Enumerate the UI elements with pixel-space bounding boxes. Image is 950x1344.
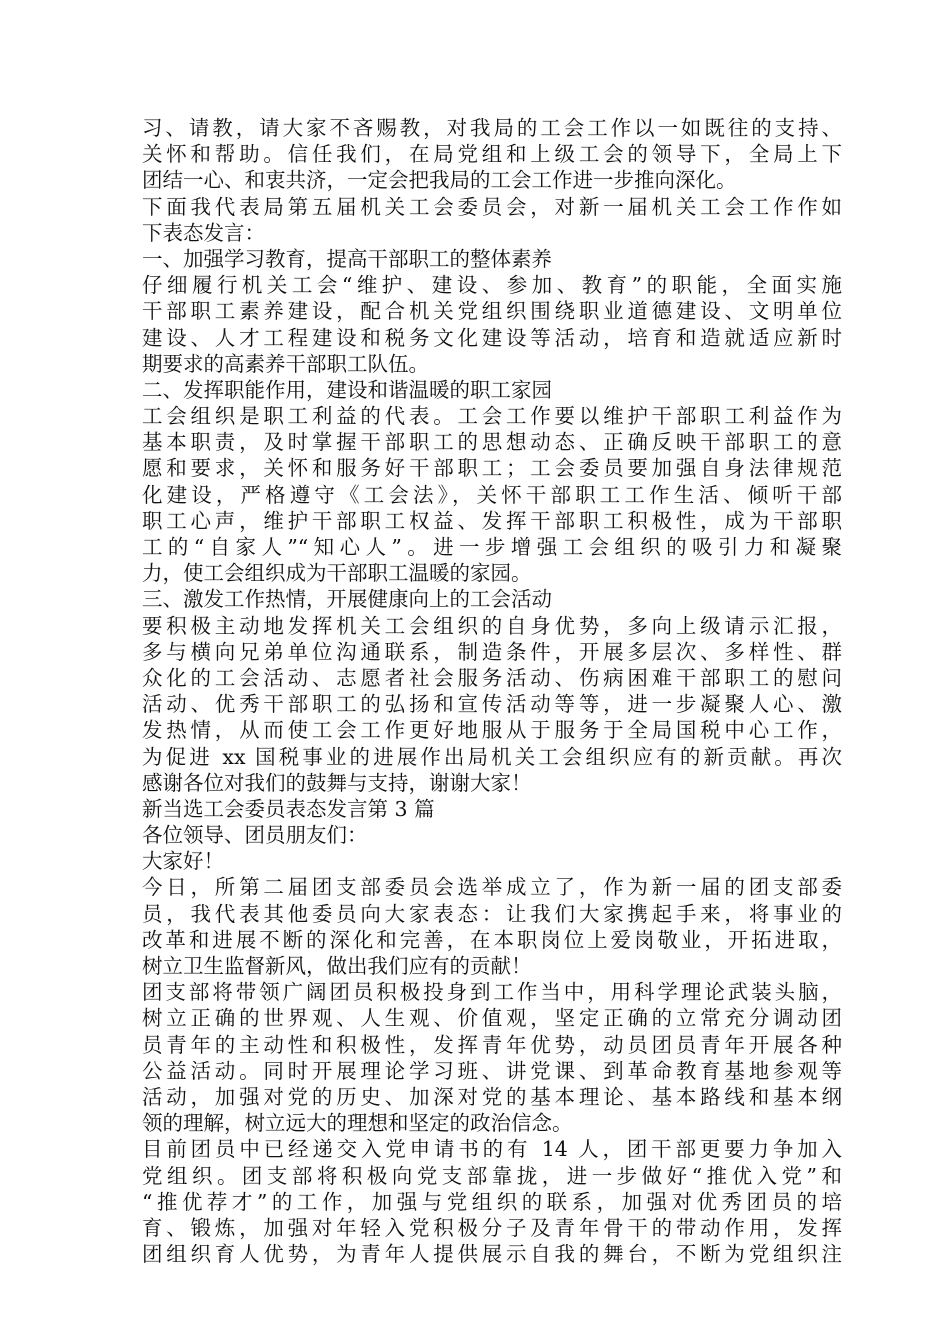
text-line: 基本职责，及时掌握干部职工的思想动态、正确反映干部职工的意 xyxy=(142,430,842,455)
text-line: 公益活动。同时开展理论学习班、讲党课、到革命教育基地参观等 xyxy=(142,1058,842,1083)
text-line: 员，我代表其他委员向大家表态：让我们大家携起手来，将事业的 xyxy=(142,901,842,926)
text-line: 团组织育人优势，为青年人提供展示自我的舞台，不断为党组织注 xyxy=(142,1242,842,1267)
text-line: 感谢各位对我们的鼓舞与支持，谢谢大家！ xyxy=(142,770,532,795)
text-line: 职工心声，维护干部职工权益、发挥干部职工积极性，成为干部职 xyxy=(142,508,842,533)
text-line: 为促进 xx 国税事业的进展作出局机关工会组织应有的新贡献。再次 xyxy=(142,744,842,769)
text-line: 活动，加强对党的历史、加深对党的基本理论、基本路线和基本纲 xyxy=(142,1084,842,1109)
text-line: 目前团员中已经递交入党申请书的有 14 人，团干部更要力争加入 xyxy=(142,1137,842,1162)
text-line: 发热情，从而使工会工作更好地服从于服务于全局国税中心工作， xyxy=(142,718,842,743)
text-line: 三、激发工作热情，开展健康向上的工会活动 xyxy=(142,587,552,612)
text-line: 建设、人才工程建设和税务文化建设等活动，培育和造就适应新时 xyxy=(142,325,842,350)
text-line: 期要求的高素养干部职工队伍。 xyxy=(142,351,429,376)
text-line: 大家好！ xyxy=(142,849,224,874)
text-line: 育、锻炼，加强对年轻入党积极分子及青年骨干的带动作用，发挥 xyxy=(142,1215,842,1240)
text-line: 干部职工素养建设，配合机关党组织围绕职业道德建设、文明单位 xyxy=(142,299,842,324)
text-line: 愿和要求，关怀和服务好干部职工；工会委员要加强自身法律规范 xyxy=(142,456,842,481)
text-line: 多与横向兄弟单位沟通联系，制造条件，开展多层次、多样性、群 xyxy=(142,639,842,664)
text-line: 要积极主动地发挥机关工会组织的自身优势，多向上级请示汇报， xyxy=(142,613,842,638)
text-line: 习、请教，请大家不吝赐教，对我局的工会工作以一如既往的支持、 xyxy=(142,116,842,140)
text-line: 树立卫生监督新风，做出我们应有的贡献！ xyxy=(142,954,532,978)
text-line: 一、加强学习教育，提高干部职工的整体素养 xyxy=(142,246,552,271)
text-line: 下表态发言： xyxy=(142,220,265,245)
text-line: 团支部将带领广阔团员积极投身到工作当中，用科学理论武装头脑， xyxy=(142,980,842,1005)
text-line: 工会组织是职工利益的代表。工会工作要以维护干部职工利益作为 xyxy=(142,404,842,429)
text-line: 活动、优秀干部职工的弘扬和宣传活动等等，进一步凝聚人心、激 xyxy=(142,692,842,717)
text-line: 关怀和帮助。信任我们，在局党组和上级工会的领导下，全局上下 xyxy=(142,142,842,167)
text-line: 新当选工会委员表态发言第 3 篇 xyxy=(142,796,435,821)
text-line: 树立正确的世界观、人生观、价值观，坚定正确的立常充分调动团 xyxy=(142,1006,842,1031)
text-line: 仔细履行机关工会“维护、建设、参加、教育”的职能，全面实施 xyxy=(142,273,842,298)
text-line: 员青年的主动性和积极性，发挥青年优势，动员团员青年开展各种 xyxy=(142,1032,842,1057)
text-line: 今日，所第二届团支部委员会选举成立了，作为新一届的团支部委 xyxy=(142,875,842,900)
text-line: 各位领导、团员朋友们： xyxy=(142,823,368,848)
text-line: 团结一心、和衷共济，一定会把我局的工会工作进一步推向深化。 xyxy=(142,168,737,193)
text-line: 党组织。团支部将积极向党支部靠拢，进一步做好“推优入党”和 xyxy=(142,1163,842,1188)
document-body-text xyxy=(142,115,842,1267)
text-line: 工的“自家人”“知心人”。进一步增强工会组织的吸引力和凝聚 xyxy=(142,535,842,559)
text-line: 众化的工会活动、志愿者社会服务活动、伤病困难干部职工的慰问 xyxy=(142,665,842,690)
text-line: 力，使工会组织成为干部职工温暖的家园。 xyxy=(142,561,532,586)
text-line: 领的理解，树立远大的理想和坚定的政治信念。 xyxy=(142,1111,573,1136)
text-line: 改革和进展不断的深化和完善，在本职岗位上爱岗敬业，开拓进取， xyxy=(142,927,842,952)
text-line: 下面我代表局第五届机关工会委员会，对新一届机关工会工作作如 xyxy=(142,194,842,219)
text-line: 二、发挥职能作用，建设和谐温暖的职工家园 xyxy=(142,377,552,402)
text-line: “推优荐才”的工作，加强与党组织的联系，加强对优秀团员的培 xyxy=(142,1189,842,1214)
text-line: 化建设，严格遵守《工会法》，关怀干部职工工作生活、倾听干部 xyxy=(142,482,842,507)
